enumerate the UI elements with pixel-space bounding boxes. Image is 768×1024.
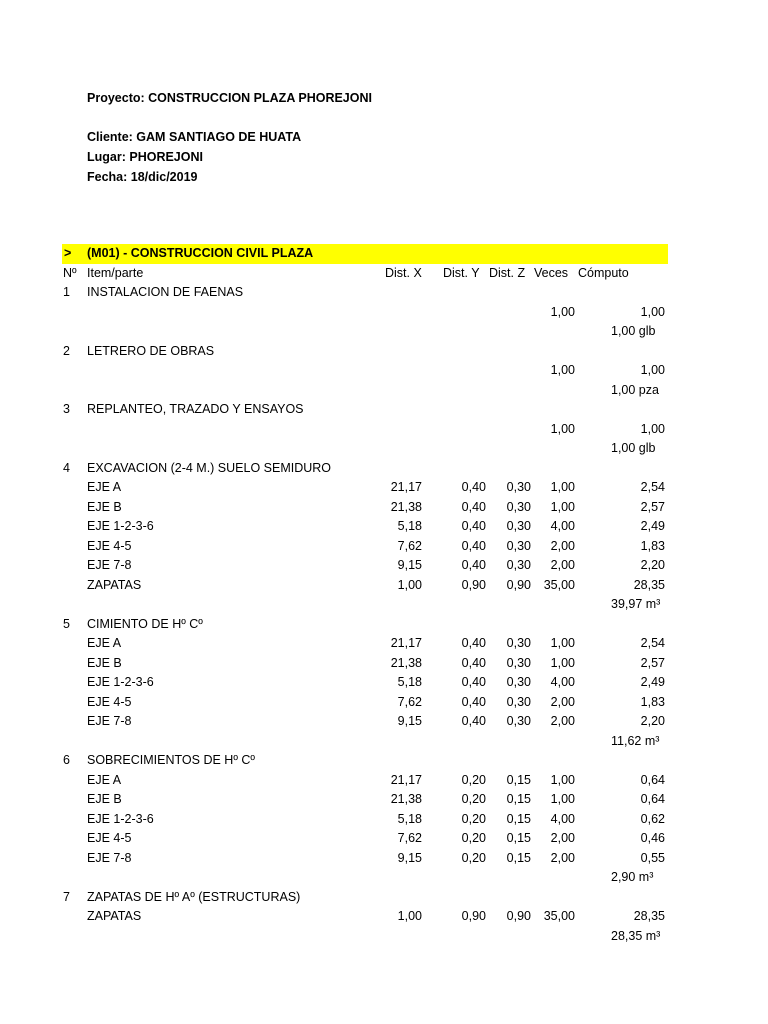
dist-z-value: 0,30 bbox=[506, 714, 531, 728]
part-name: ZAPATAS bbox=[87, 909, 142, 923]
veces-value: 1,00 bbox=[550, 772, 575, 787]
computo-value: 0,46 bbox=[640, 831, 665, 845]
computo-value: 1,00 bbox=[640, 304, 665, 319]
item-number: 1 bbox=[63, 285, 70, 299]
veces-value: 2,00 bbox=[550, 831, 575, 845]
item-total: 2,90 m³ bbox=[611, 870, 654, 884]
measurement-row bbox=[0, 656, 768, 676]
item-number: 7 bbox=[63, 889, 70, 904]
dist-x-value: 7,62 bbox=[397, 538, 422, 553]
computo-value: 2,57 bbox=[640, 499, 665, 514]
dist-x-value: 9,15 bbox=[397, 558, 422, 572]
dist-x-value: 21,38 bbox=[390, 655, 422, 670]
item-total: 28,35 m³ bbox=[611, 928, 661, 943]
item-heading-row bbox=[0, 890, 768, 910]
client-line: Cliente: GAM SANTIAGO DE HUATA bbox=[87, 130, 302, 144]
computo-value: 1,00 bbox=[640, 421, 665, 436]
item-total-row bbox=[0, 324, 768, 344]
computo-value: 2,20 bbox=[640, 714, 665, 728]
item-total: 39,97 m³ bbox=[611, 597, 661, 611]
item-number: 6 bbox=[63, 753, 70, 767]
item-number: 3 bbox=[63, 402, 70, 416]
part-name: ZAPATAS bbox=[87, 577, 142, 592]
item-heading-row bbox=[0, 402, 768, 422]
dist-y-value: 0,20 bbox=[461, 811, 486, 826]
veces-value: 1,00 bbox=[550, 636, 575, 650]
col-header-dist-x: Dist. X bbox=[385, 266, 422, 280]
item-number: 5 bbox=[63, 616, 70, 631]
dist-x-value: 21,17 bbox=[390, 480, 422, 494]
dist-z-value: 0,30 bbox=[506, 694, 531, 709]
veces-value: 2,00 bbox=[550, 538, 575, 553]
dist-x-value: 21,17 bbox=[390, 636, 422, 650]
measurement-row bbox=[0, 909, 768, 929]
measurement-row bbox=[0, 636, 768, 656]
item-name: ZAPATAS DE Hº Aº (ESTRUCTURAS) bbox=[87, 889, 301, 904]
dist-z-value: 0,30 bbox=[506, 636, 531, 650]
veces-value: 35,00 bbox=[543, 577, 575, 592]
veces-value: 1,00 bbox=[550, 792, 575, 806]
dist-z-value: 0,15 bbox=[506, 811, 531, 826]
part-name: EJE 1-2-3-6 bbox=[87, 811, 154, 826]
part-name: EJE B bbox=[87, 655, 122, 670]
measurement-row bbox=[0, 695, 768, 715]
section-marker: > bbox=[64, 246, 72, 260]
veces-value: 1,00 bbox=[550, 480, 575, 494]
veces-value: 1,00 bbox=[550, 363, 575, 377]
column-headers bbox=[0, 266, 768, 286]
dist-x-value: 5,18 bbox=[397, 811, 422, 826]
item-heading-row bbox=[0, 285, 768, 305]
measurement-row bbox=[0, 363, 768, 383]
veces-value: 1,00 bbox=[550, 499, 575, 514]
part-name: EJE 1-2-3-6 bbox=[87, 519, 154, 533]
dist-z-value: 0,15 bbox=[506, 831, 531, 845]
col-header-number: Nº bbox=[63, 266, 77, 280]
dist-y-value: 0,40 bbox=[461, 636, 486, 650]
item-name: SOBRECIMIENTOS DE Hº Cº bbox=[87, 753, 255, 767]
computo-value: 2,54 bbox=[640, 480, 665, 494]
dist-x-value: 21,17 bbox=[390, 772, 422, 787]
dist-x-value: 1,00 bbox=[397, 909, 422, 923]
dist-x-value: 7,62 bbox=[397, 694, 422, 709]
dist-x-value: 21,38 bbox=[390, 499, 422, 514]
dist-z-value: 0,15 bbox=[506, 850, 531, 865]
date-line: Fecha: 18/dic/2019 bbox=[87, 170, 198, 184]
measurement-row bbox=[0, 519, 768, 539]
col-header-dist-z: Dist. Z bbox=[489, 266, 526, 280]
part-name: EJE 4-5 bbox=[87, 831, 132, 845]
part-name: EJE 7-8 bbox=[87, 850, 132, 865]
col-header-veces: Veces bbox=[534, 266, 569, 280]
computo-value: 2,49 bbox=[640, 675, 665, 689]
dist-z-value: 0,30 bbox=[506, 655, 531, 670]
dist-y-value: 0,20 bbox=[461, 772, 486, 787]
item-total: 1,00 glb bbox=[611, 441, 656, 455]
section-title: (M01) - CONSTRUCCION CIVIL PLAZA bbox=[87, 246, 314, 260]
computo-value: 28,35 bbox=[633, 909, 665, 923]
measurement-row bbox=[0, 675, 768, 695]
dist-y-value: 0,40 bbox=[461, 538, 486, 553]
dist-y-value: 0,40 bbox=[461, 499, 486, 514]
item-heading-row bbox=[0, 344, 768, 364]
dist-y-value: 0,40 bbox=[461, 694, 486, 709]
col-header-computo: Cómputo bbox=[578, 266, 629, 280]
dist-z-value: 0,30 bbox=[506, 675, 531, 689]
veces-value: 4,00 bbox=[550, 811, 575, 826]
computo-value: 2,20 bbox=[640, 558, 665, 572]
section-header-band bbox=[62, 244, 668, 264]
dist-x-value: 1,00 bbox=[397, 577, 422, 592]
veces-value: 2,00 bbox=[550, 694, 575, 709]
computo-value: 1,00 bbox=[640, 363, 665, 377]
dist-x-value: 9,15 bbox=[397, 850, 422, 865]
measurement-row bbox=[0, 714, 768, 734]
computo-value: 0,55 bbox=[640, 850, 665, 865]
dist-y-value: 0,40 bbox=[461, 675, 486, 689]
item-name: CIMIENTO DE Hº Cº bbox=[87, 616, 203, 631]
measurement-row bbox=[0, 773, 768, 793]
measurement-row bbox=[0, 812, 768, 832]
dist-y-value: 0,90 bbox=[461, 577, 486, 592]
item-heading-row bbox=[0, 617, 768, 637]
dist-z-value: 0,15 bbox=[506, 772, 531, 787]
part-name: EJE B bbox=[87, 792, 122, 806]
part-name: EJE A bbox=[87, 636, 122, 650]
item-total-row bbox=[0, 383, 768, 403]
item-heading-row bbox=[0, 753, 768, 773]
item-name: REPLANTEO, TRAZADO Y ENSAYOS bbox=[87, 402, 304, 416]
computo-value: 2,57 bbox=[640, 655, 665, 670]
project-line: Proyecto: CONSTRUCCION PLAZA PHOREJONI bbox=[87, 91, 372, 105]
item-number: 2 bbox=[63, 343, 70, 358]
item-name: EXCAVACION (2-4 M.) SUELO SEMIDURO bbox=[87, 460, 332, 475]
dist-z-value: 0,90 bbox=[506, 909, 531, 923]
measurement-row bbox=[0, 578, 768, 598]
dist-z-value: 0,90 bbox=[506, 577, 531, 592]
item-total-row bbox=[0, 929, 768, 949]
part-name: EJE 4-5 bbox=[87, 538, 132, 553]
item-number: 4 bbox=[63, 460, 70, 475]
dist-x-value: 9,15 bbox=[397, 714, 422, 728]
veces-value: 2,00 bbox=[550, 714, 575, 728]
location-line: Lugar: PHOREJONI bbox=[87, 150, 203, 164]
item-total-row bbox=[0, 441, 768, 461]
dist-z-value: 0,15 bbox=[506, 792, 531, 806]
measurement-row bbox=[0, 539, 768, 559]
measurement-row bbox=[0, 305, 768, 325]
computo-value: 0,64 bbox=[640, 792, 665, 806]
measurement-row bbox=[0, 422, 768, 442]
dist-y-value: 0,40 bbox=[461, 558, 486, 572]
computo-value: 2,54 bbox=[640, 636, 665, 650]
veces-value: 35,00 bbox=[543, 909, 575, 923]
dist-y-value: 0,40 bbox=[461, 714, 486, 728]
item-total: 1,00 pza bbox=[611, 382, 659, 397]
dist-z-value: 0,30 bbox=[506, 480, 531, 494]
item-total-row bbox=[0, 870, 768, 890]
part-name: EJE 4-5 bbox=[87, 694, 132, 709]
part-name: EJE B bbox=[87, 499, 122, 514]
part-name: EJE A bbox=[87, 480, 122, 494]
veces-value: 1,00 bbox=[550, 655, 575, 670]
part-name: EJE 7-8 bbox=[87, 558, 132, 572]
computo-value: 1,83 bbox=[640, 538, 665, 553]
dist-z-value: 0,30 bbox=[506, 538, 531, 553]
col-header-dist-y: Dist. Y bbox=[443, 266, 480, 280]
veces-value: 2,00 bbox=[550, 850, 575, 865]
dist-y-value: 0,40 bbox=[461, 519, 486, 533]
computo-value: 0,64 bbox=[640, 772, 665, 787]
item-total-row bbox=[0, 597, 768, 617]
item-name: INSTALACION DE FAENAS bbox=[87, 285, 244, 299]
measurement-row bbox=[0, 500, 768, 520]
computo-value: 0,62 bbox=[640, 811, 665, 826]
part-name: EJE 1-2-3-6 bbox=[87, 675, 154, 689]
dist-z-value: 0,30 bbox=[506, 499, 531, 514]
dist-x-value: 5,18 bbox=[397, 675, 422, 689]
veces-value: 4,00 bbox=[550, 519, 575, 533]
item-total: 1,00 glb bbox=[611, 324, 656, 338]
measurement-row bbox=[0, 480, 768, 500]
dist-y-value: 0,20 bbox=[461, 831, 486, 845]
computo-value: 1,83 bbox=[640, 694, 665, 709]
dist-y-value: 0,20 bbox=[461, 792, 486, 806]
veces-value: 1,00 bbox=[550, 421, 575, 436]
item-name: LETRERO DE OBRAS bbox=[87, 343, 215, 358]
dist-y-value: 0,90 bbox=[461, 909, 486, 923]
dist-y-value: 0,40 bbox=[461, 480, 486, 494]
measurement-row bbox=[0, 558, 768, 578]
computo-value: 2,49 bbox=[640, 519, 665, 533]
dist-y-value: 0,40 bbox=[461, 655, 486, 670]
dist-x-value: 7,62 bbox=[397, 831, 422, 845]
dist-z-value: 0,30 bbox=[506, 558, 531, 572]
veces-value: 1,00 bbox=[550, 304, 575, 319]
dist-z-value: 0,30 bbox=[506, 519, 531, 533]
measurement-row bbox=[0, 831, 768, 851]
dist-y-value: 0,20 bbox=[461, 850, 486, 865]
computo-value: 28,35 bbox=[633, 577, 665, 592]
col-header-item: Item/parte bbox=[87, 266, 144, 280]
item-total: 11,62 m³ bbox=[611, 733, 660, 748]
veces-value: 2,00 bbox=[550, 558, 575, 572]
part-name: EJE 7-8 bbox=[87, 714, 132, 728]
item-total-row bbox=[0, 734, 768, 754]
measurement-row bbox=[0, 851, 768, 871]
dist-x-value: 21,38 bbox=[390, 792, 422, 806]
item-heading-row bbox=[0, 461, 768, 481]
part-name: EJE A bbox=[87, 772, 122, 787]
veces-value: 4,00 bbox=[550, 675, 575, 689]
measurement-row bbox=[0, 792, 768, 812]
dist-x-value: 5,18 bbox=[397, 519, 422, 533]
